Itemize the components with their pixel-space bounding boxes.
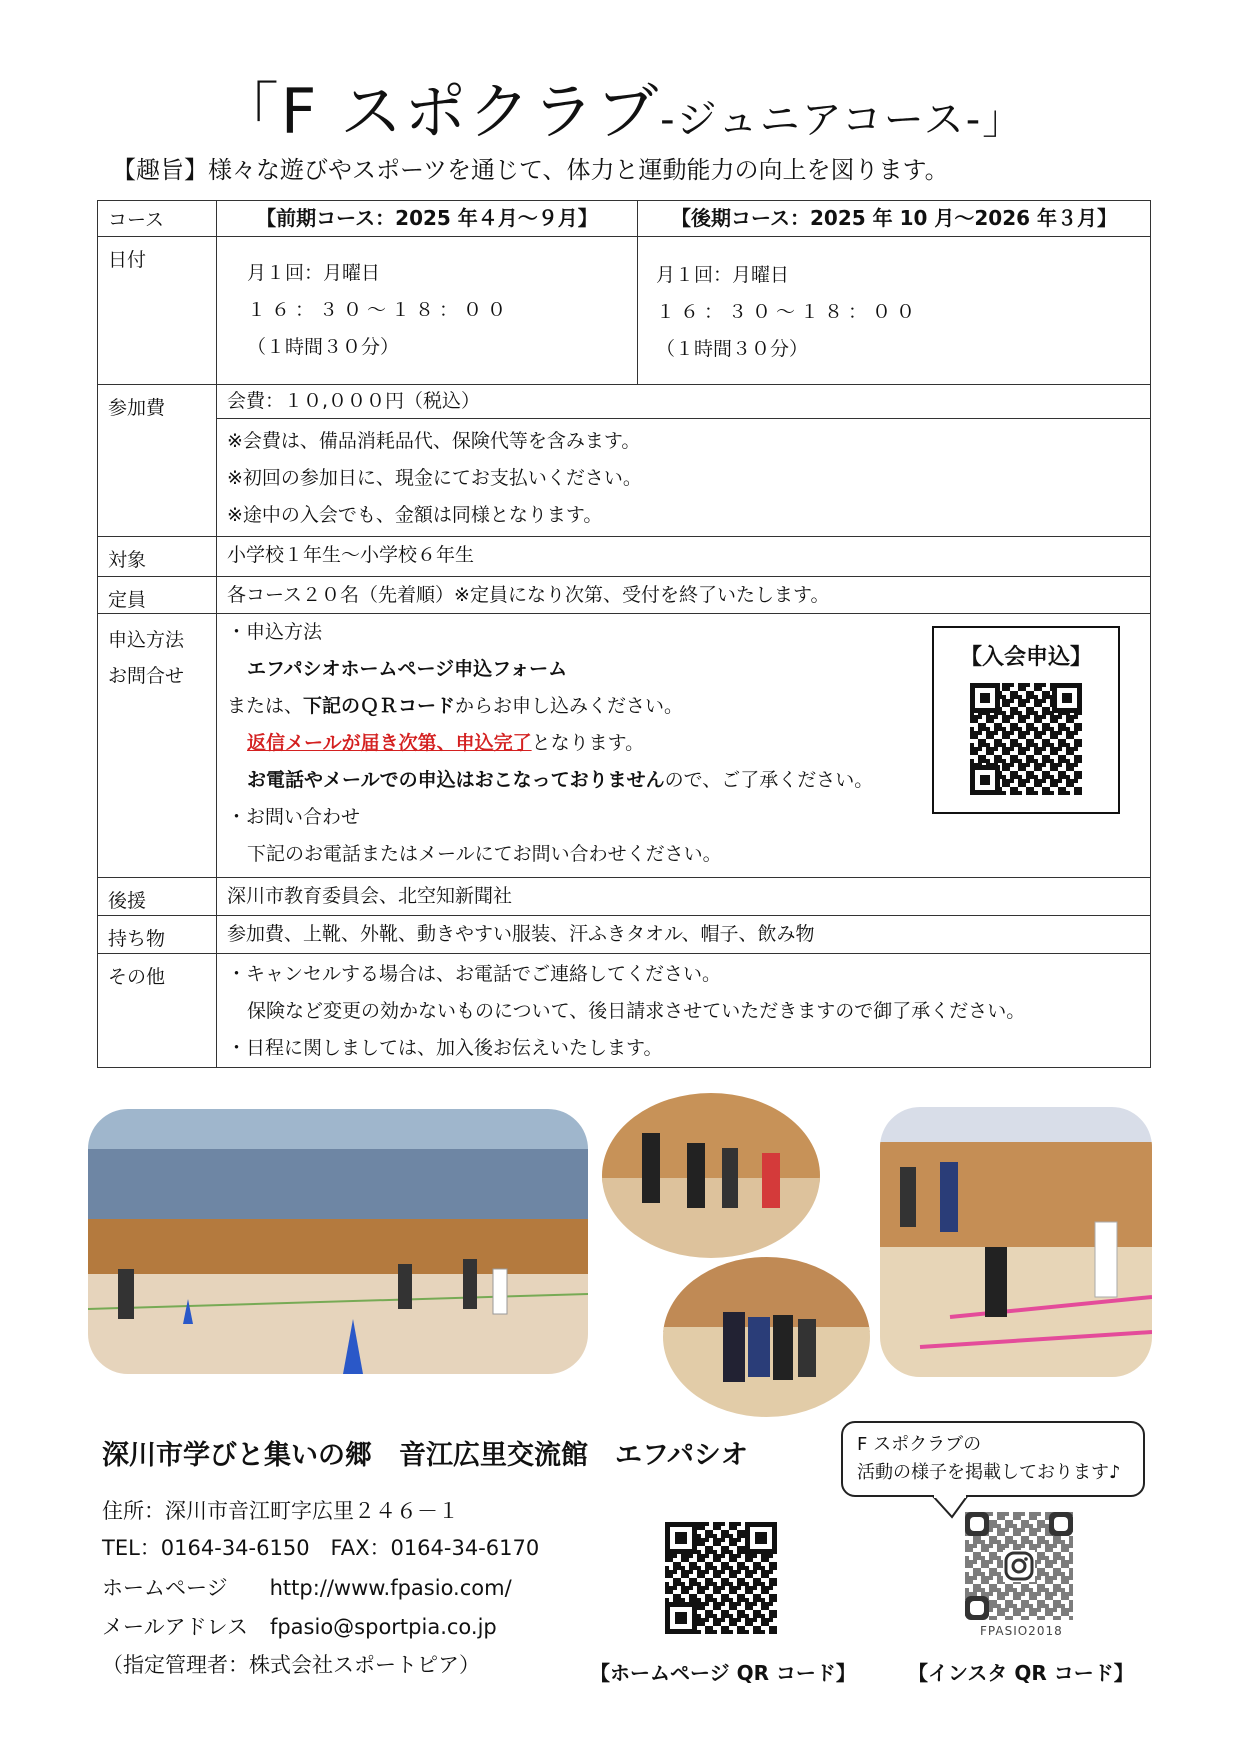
gym-photo-4 — [880, 1107, 1152, 1377]
homepage-qr-label: 【ホームページ QR コード】 — [590, 1661, 856, 1685]
address: 住所：深川市音江町字広里２４６－１ — [102, 1499, 459, 1523]
items-label: 持ち物 — [98, 916, 217, 954]
first-period: 【前期コース：2025 年４月～９月】 — [217, 201, 638, 237]
course-label: コース — [98, 201, 217, 237]
other-value: ・キャンセルする場合は、お電話でご連絡してください。 保険など変更の効かないものについて、後日請求させていただきますので御了承ください。 ・日程に関しましては、加入後お伝えいたします。 — [217, 954, 1151, 1068]
second-period: 【後期コース：2025 年 10 月～2026 年３月】 — [638, 201, 1151, 237]
items-value: 参加費、上靴、外靴、動きやすい服装、汗ふきタオル、帽子、飲み物 — [217, 916, 1151, 954]
homepage-qr-icon[interactable] — [665, 1522, 777, 1634]
purpose-text: 【趣旨】様々な遊びやスポーツを通じて、体力と運動能力の向上を図ります。 — [112, 156, 949, 184]
fee-notes: ※会費は、備品消耗品代、保険代等を含みます。 ※初回の参加日に、現金にてお支払いください。 ※途中の入会でも、金額は同様となります。 — [217, 419, 1151, 537]
facility-name: 深川市学びと集いの郷 音江広里交流館 エフパシオ — [102, 1440, 748, 1471]
gym-photo-2 — [602, 1093, 820, 1258]
apply-qr-icon — [970, 683, 1082, 795]
target-label: 対象 — [98, 537, 217, 577]
support-value: 深川市教育委員会、北空知新聞社 — [217, 878, 1151, 916]
apply-qr-box[interactable]: 【入会申込】 — [932, 626, 1120, 814]
date-label: 日付 — [98, 237, 217, 385]
fee-main: 会費：１０,０００円（税込） — [217, 385, 1151, 419]
mail-row: メールアドレス fpasio@sportpia.co.jp — [102, 1615, 497, 1639]
gym-photo-3 — [663, 1257, 870, 1417]
tel-fax: TEL：0164-34-6150 FAX：0164-34-6170 — [102, 1536, 540, 1560]
instagram-qr-label: 【インスタ QR コード】 — [908, 1661, 1134, 1685]
speech-bubble: F スポクラブの 活動の様子を掲載しております♪ — [841, 1421, 1145, 1497]
mail-link[interactable]: fpasio@sportpia.co.jp — [269, 1615, 497, 1639]
second-date: 月１回：月曜日 １６：３０～１８：００ （１時間３０分） — [638, 237, 1151, 385]
apply-complete-note: 返信メールが届き次第、申込完了 — [247, 732, 532, 754]
other-label: その他 — [98, 954, 217, 1068]
first-date: 月１回：月曜日 １６：３０～１８：００ （１時間３０分） — [217, 237, 638, 385]
target-value: 小学校１年生～小学校６年生 — [217, 537, 1151, 577]
bubble-tail-icon — [930, 1495, 970, 1519]
instagram-qr-icon[interactable] — [965, 1512, 1073, 1620]
capacity-label: 定員 — [98, 577, 217, 614]
apply-label: 申込方法 お問合せ — [98, 614, 217, 878]
homepage-row: ホームページ http://www.fpasio.com/ — [102, 1576, 512, 1600]
instagram-id: FPASIO2018 — [980, 1624, 1063, 1638]
fee-label: 参加費 — [98, 385, 217, 537]
apply-cell: ・申込方法 エフパシオホームページ申込フォーム または、下記のＱＲコードからお申し込みください。 返信メールが届き次第、申込完了となります。 お電話やメールでの申込はおこなっておりませんので、ご了承ください。 ・お問い合わせ 下記のお電話またはメールにてお問い合わせください。 【入会申込】 — [217, 614, 1151, 878]
page-title: 「F スポクラブ-ジュニアコース-」 — [216, 75, 1025, 148]
capacity-value: 各コース２０名（先着順）※定員になり次第、受付を終了いたします。 — [217, 577, 1151, 614]
support-label: 後援 — [98, 878, 217, 916]
info-table — [97, 200, 1151, 1068]
homepage-link[interactable]: http://www.fpasio.com/ — [269, 1576, 512, 1600]
manager: （指定管理者：株式会社スポートピア） — [102, 1653, 480, 1677]
gym-photo-1 — [88, 1109, 588, 1374]
